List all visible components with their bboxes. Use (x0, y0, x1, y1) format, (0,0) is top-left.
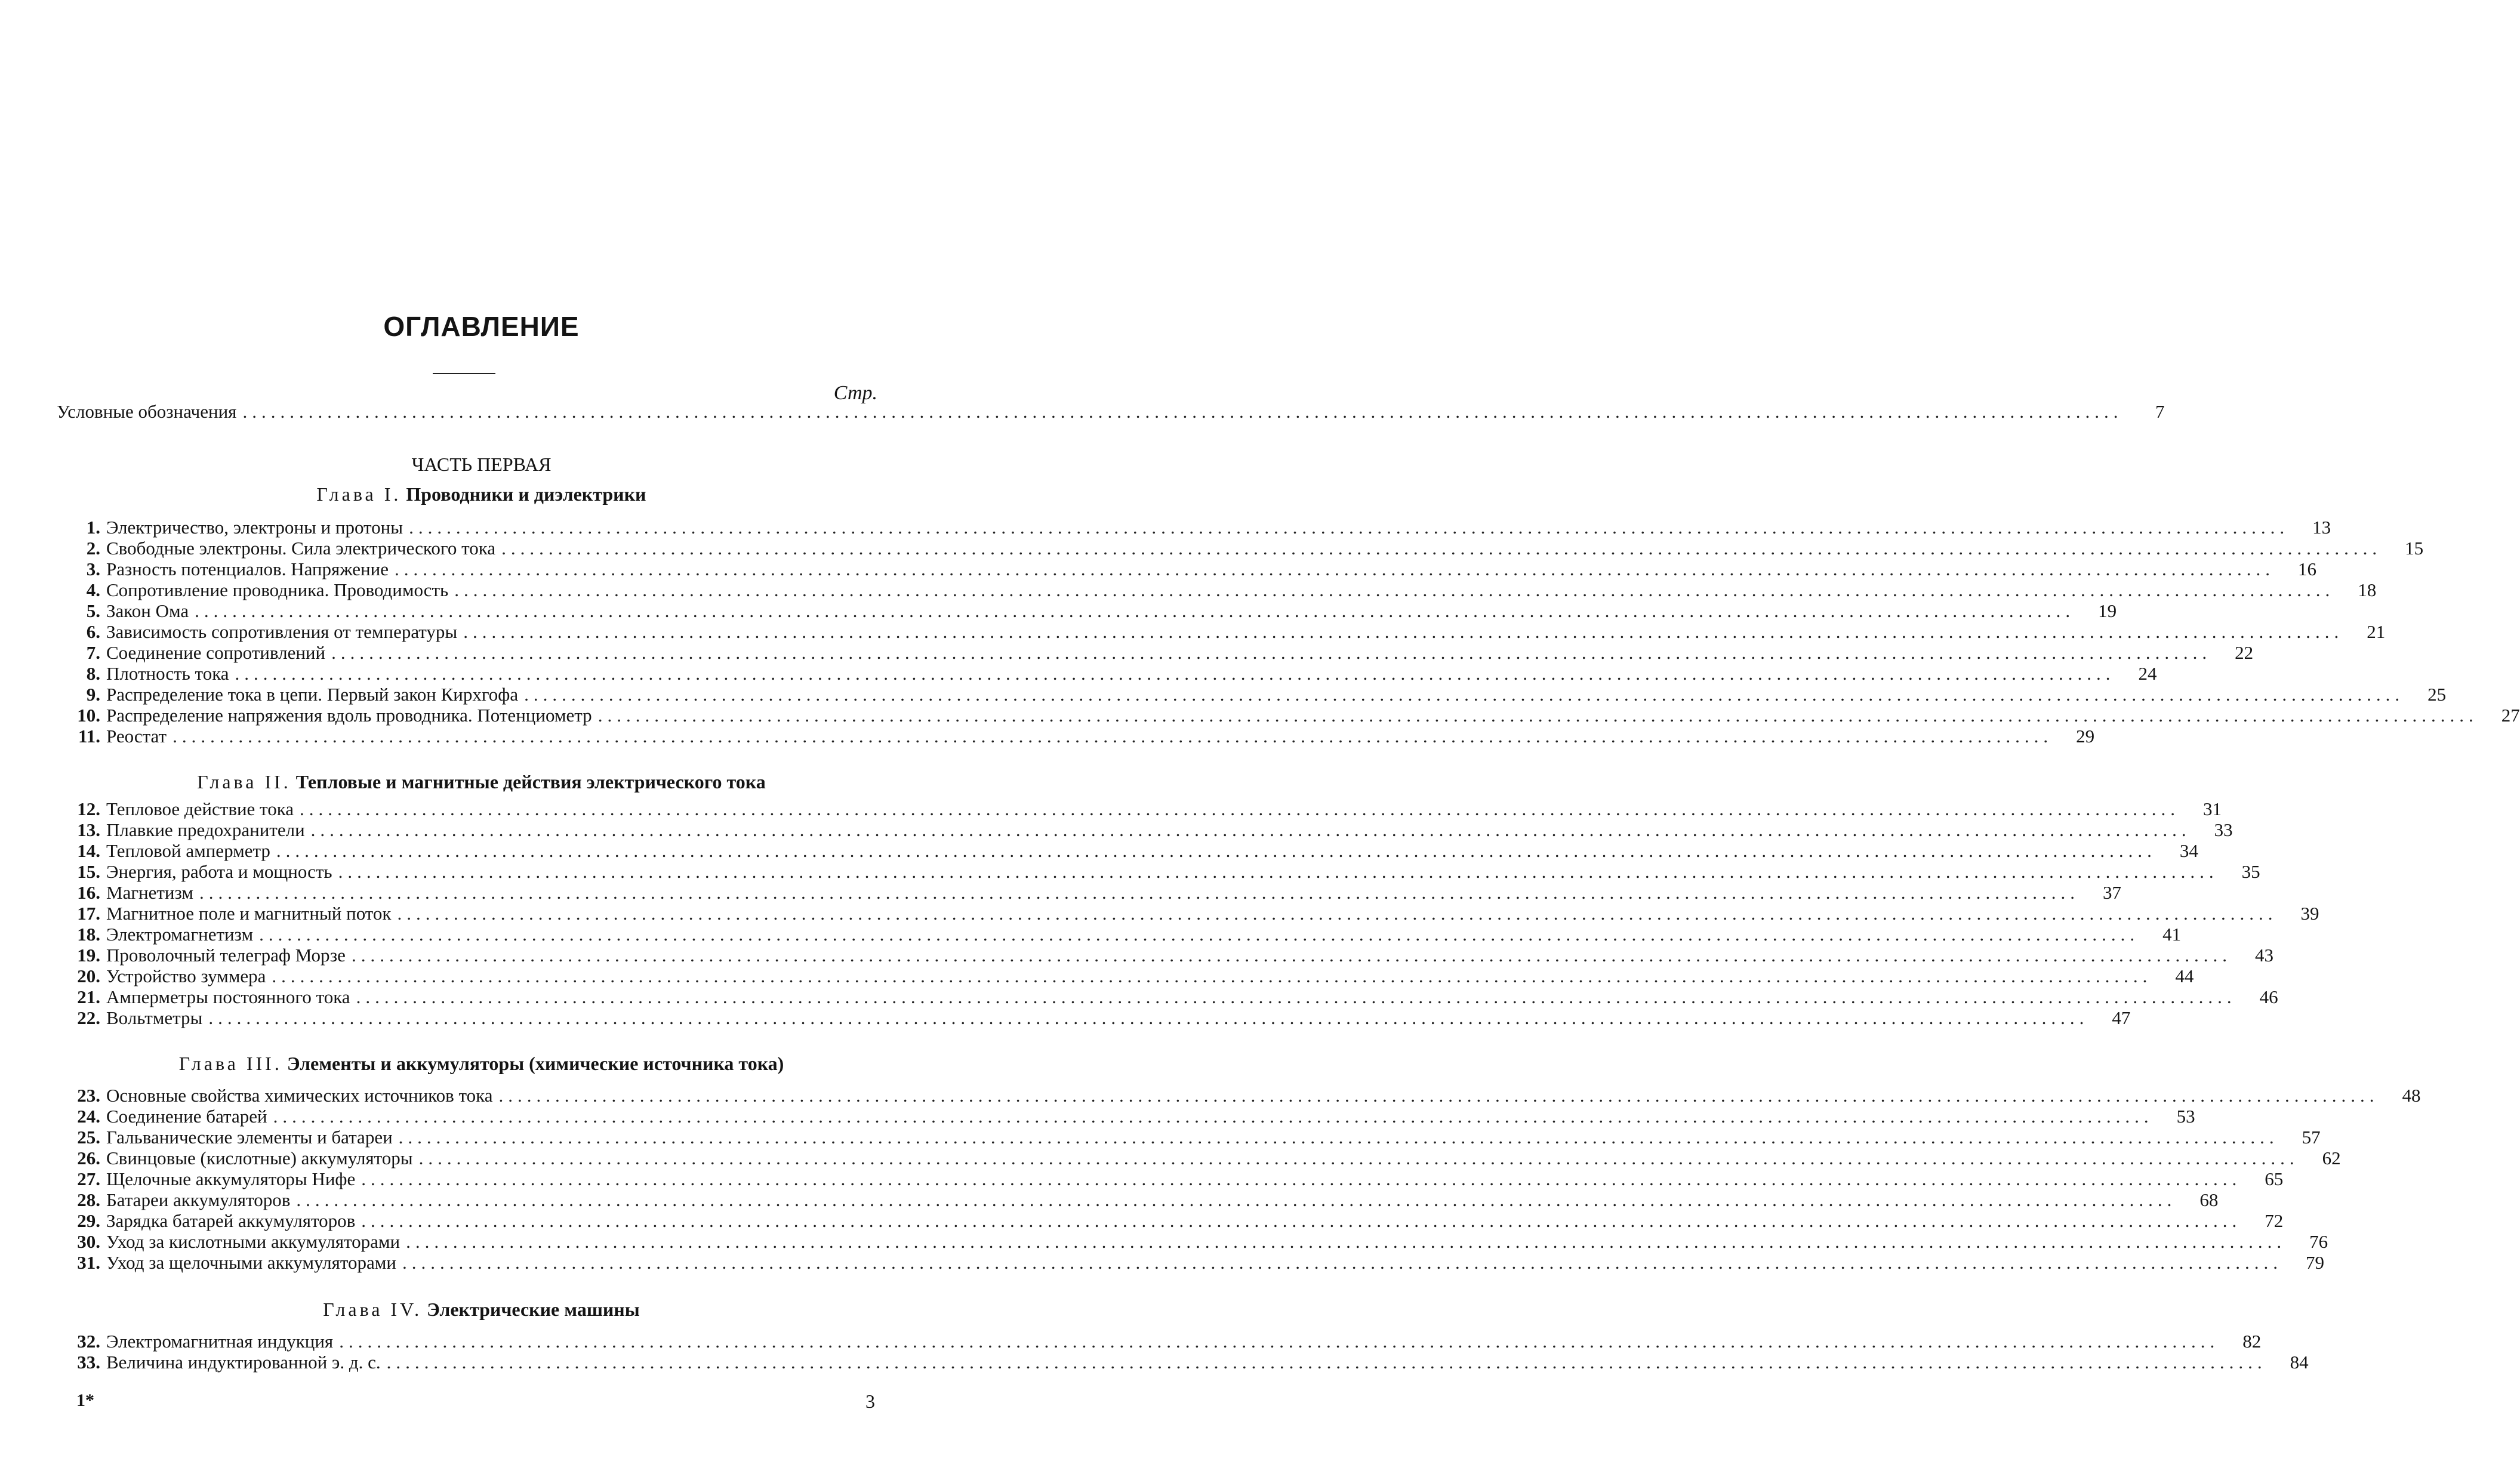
dot-leader: ........................................................................................................................................................................................................ (310, 819, 2191, 840)
toc-entry-text: Свинцовые (кислотные) аккумуляторы (106, 1148, 413, 1168)
page-number: 3 (865, 1390, 875, 1412)
toc-entry-page: 79 (2305, 1252, 2324, 1273)
toc-entry[interactable] (70, 903, 2319, 924)
toc-entry-number: 22. (77, 1007, 100, 1028)
toc-entry-text: Тепловой амперметр (106, 840, 270, 861)
toc-entry-page: 25 (2427, 684, 2447, 705)
dot-leader: ........................................................................................................................................................................................................ (296, 1189, 2177, 1210)
toc-entry-text: Батареи аккумуляторов (106, 1189, 291, 1210)
toc-entry-text: Распределение напряжения вдоль проводника. Потенциометр (106, 705, 592, 726)
toc-entry-text: Разность потенциалов. Напряжение (106, 559, 389, 579)
toc-entry-number: 18. (77, 924, 100, 945)
toc-entry-text: Соединение батарей (106, 1106, 267, 1127)
toc-entry-page: 47 (2112, 1007, 2131, 1028)
toc-entry-text: Реостат (106, 726, 167, 747)
toc-entry[interactable] (70, 1252, 2324, 1274)
chapter-lead: Глава III. (178, 1053, 282, 1074)
toc-entry-number: 14. (77, 840, 100, 861)
toc-entry-page: 35 (2241, 861, 2260, 882)
toc-entry-text: Зарядка батарей аккумуляторов (106, 1210, 356, 1231)
chapter-title: Электрические машины (427, 1299, 640, 1320)
toc-entry-number: 6. (86, 621, 100, 642)
toc-entry[interactable] (70, 642, 2254, 664)
toc-entry[interactable] (70, 621, 2386, 643)
toc-entry-page: 65 (2265, 1168, 2284, 1189)
toc-entry[interactable] (70, 861, 2260, 883)
toc-entry-number: 23. (77, 1085, 100, 1106)
toc-entry-page: 7 (2155, 401, 2165, 422)
toc-entry-preface[interactable] (57, 401, 2165, 423)
chapter-heading-2 (0, 770, 963, 794)
toc-entry-text: Условные обозначения (57, 401, 237, 422)
toc-entry-number: 33. (77, 1352, 100, 1373)
dot-leader: ........................................................................................................................................................................................................ (273, 1106, 2154, 1127)
toc-entry[interactable] (70, 517, 2331, 538)
toc-entry-page: 24 (2138, 663, 2157, 684)
toc-entry-page: 33 (2214, 819, 2233, 840)
chapter-title: Элементы и аккумуляторы (химические источника тока) (286, 1053, 784, 1074)
dot-leader: ........................................................................................................................................................................................................ (235, 663, 2115, 684)
toc-entry-number: 15. (77, 861, 100, 882)
toc-entry[interactable] (70, 684, 2447, 705)
dot-leader: ........................................................................................................................................................................................................ (242, 401, 2123, 422)
toc-entry-text: Щелочные аккумуляторы Нифе (106, 1168, 356, 1189)
toc-entry-text: Энергия, работа и мощность (106, 861, 332, 882)
toc-entry-text: Плотность тока (106, 663, 229, 684)
toc-entry-number: 20. (77, 966, 100, 986)
toc-entry-number: 9. (86, 684, 100, 705)
toc-entry[interactable] (70, 600, 2117, 622)
toc-entry-number: 32. (77, 1331, 100, 1352)
toc-entry-text: Проволочный телеграф Морзе (106, 945, 346, 966)
dot-leader: ........................................................................................................................................................................................................ (338, 861, 2219, 882)
toc-entry-page: 43 (2254, 945, 2273, 966)
toc-entry-text: Электромагнитная индукция (106, 1331, 334, 1352)
dot-leader: ........................................................................................................................................................................................................ (272, 966, 2152, 986)
chapter-title: Тепловые и магнитные действия электрического тока (295, 771, 766, 793)
toc-entry-page: 72 (2265, 1210, 2284, 1231)
toc-entry-number: 25. (77, 1127, 100, 1148)
toc-entry[interactable] (70, 798, 2222, 820)
toc-entry[interactable] (70, 1189, 2219, 1211)
dot-leader: ........................................................................................................................................................................................................ (356, 986, 2236, 1007)
toc-entry-text: Уход за кислотными аккумуляторами (106, 1231, 401, 1252)
toc-entry-number: 16. (77, 882, 100, 903)
toc-entry[interactable] (70, 663, 2157, 684)
toc-entry-number: 7. (86, 642, 100, 663)
toc-entry-text: Вольтметры (106, 1007, 203, 1028)
toc-entry-page: 19 (2098, 600, 2117, 621)
toc-entry-page: 18 (2358, 579, 2377, 600)
toc-entry-page: 15 (2405, 538, 2424, 559)
toc-entry-number: 13. (77, 819, 100, 840)
dot-leader: ........................................................................................................................................................................................................ (418, 1148, 2299, 1168)
toc-entry-text: Тепловое действие тока (106, 798, 294, 819)
toc-entry-number: 27. (77, 1168, 100, 1189)
dot-leader: ........................................................................................................................................................................................................ (402, 1252, 2282, 1273)
toc-entry-number: 1. (86, 517, 100, 538)
toc-entry-text: Соединение сопротивлений (106, 642, 326, 663)
toc-entry-text: Распределение тока в цепи. Первый закон Кирхгофа (106, 684, 519, 705)
part-title: ЧАСТЬ ПЕРВАЯ (411, 454, 552, 475)
dot-leader: ........................................................................................................................................................................................................ (172, 726, 2053, 747)
toc-entry-text: Закон Ома (106, 600, 189, 621)
toc-entry[interactable] (70, 705, 2520, 726)
toc-entry-page: 37 (2102, 882, 2121, 903)
dot-leader: ........................................................................................................................................................................................................ (361, 1210, 2242, 1231)
toc-entry-number: 10. (77, 705, 100, 726)
toc-entry-text: Зависимость сопротивления от температуры (106, 621, 458, 642)
chapter-lead: Глава II. (197, 771, 291, 793)
toc-entry[interactable] (70, 1331, 2262, 1352)
dot-leader: ........................................................................................................................................................................................................ (498, 1085, 2379, 1106)
toc-entry-number: 21. (77, 986, 100, 1007)
toc-entry-number: 3. (86, 559, 100, 579)
toc-entry[interactable] (70, 1106, 2195, 1127)
dot-leader: ........................................................................................................................................................................................................ (501, 538, 2382, 559)
toc-entry-text: Свободные электроны. Сила электрического тока (106, 538, 496, 559)
toc-entry-number: 19. (77, 945, 100, 966)
toc-entry-number: 11. (78, 726, 100, 747)
toc-entry-text: Уход за щелочными аккумуляторами (106, 1252, 396, 1273)
toc-entry[interactable] (70, 966, 2194, 987)
dot-leader: ........................................................................................................................................................................................................ (351, 945, 2232, 966)
dot-leader: ........................................................................................................................................................................................................ (361, 1168, 2242, 1189)
dot-leader: ........................................................................................................................................................................................................ (463, 621, 2344, 642)
toc-entry[interactable] (70, 1210, 2284, 1232)
toc-entry-number: 26. (77, 1148, 100, 1168)
toc-entry[interactable] (70, 1231, 2328, 1253)
dot-leader: ........................................................................................................................................................................................................ (454, 579, 2335, 600)
dot-leader: ........................................................................................................................................................................................................ (386, 1352, 2267, 1373)
chapter-lead: Глава IV. (323, 1299, 423, 1320)
toc-entry[interactable] (70, 882, 2121, 904)
toc-entry-page: 13 (2312, 517, 2331, 538)
toc-entry-page: 68 (2199, 1189, 2219, 1210)
toc-entry-text: Устройство зуммера (106, 966, 266, 986)
toc-entry-page: 62 (2322, 1148, 2341, 1168)
toc-entry[interactable] (70, 945, 2273, 966)
dot-leader: ........................................................................................................................................................................................................ (398, 1127, 2279, 1148)
toc-entry-number: 24. (77, 1106, 100, 1127)
dot-leader: ........................................................................................................................................................................................................ (397, 903, 2278, 924)
toc-entry-page: 39 (2300, 903, 2319, 924)
toc-entry-text: Электромагнетизм (106, 924, 254, 945)
toc-entry[interactable] (70, 1168, 2284, 1190)
toc-entry[interactable] (70, 1007, 2131, 1029)
dot-leader: ........................................................................................................................................................................................................ (208, 1007, 2089, 1028)
toc-entry[interactable] (70, 579, 2377, 601)
toc-entry-number: 31. (77, 1252, 100, 1273)
dot-leader: ........................................................................................................................................................................................................ (409, 517, 2290, 538)
printer-signature: 1* (76, 1390, 94, 1410)
toc-entry[interactable] (70, 1127, 2321, 1148)
dot-leader: ........................................................................................................................................................................................................ (339, 1331, 2220, 1352)
dot-leader: ........................................................................................................................................................................................................ (406, 1231, 2287, 1252)
dot-leader: ........................................................................................................................................................................................................ (395, 559, 2275, 579)
title-divider (433, 373, 495, 374)
chapter-title: Проводники и диэлектрики (406, 483, 646, 505)
toc-entry-page: 16 (2298, 559, 2316, 579)
toc-entry-text: Электричество, электроны и протоны (106, 517, 403, 538)
toc-entry-page: 41 (2162, 924, 2182, 945)
toc-entry[interactable] (70, 986, 2278, 1008)
toc-entry-page: 76 (2309, 1231, 2328, 1252)
toc-entry-text: Сопротивление проводника. Проводимость (106, 579, 449, 600)
toc-entry[interactable] (70, 840, 2198, 862)
toc-entry-text: Плавкие предохранители (106, 819, 305, 840)
dot-leader: ........................................................................................................................................................................................................ (199, 882, 2080, 903)
toc-entry-text: Величина индуктированной э. д. с. (106, 1352, 381, 1373)
toc-entry[interactable] (70, 559, 2316, 580)
toc-entry-text: Гальванические элементы и батареи (106, 1127, 393, 1148)
page-title: ОГЛАВЛЕНИЕ (383, 311, 580, 342)
toc-entry-page: 44 (2175, 966, 2194, 986)
toc-entry-page: 34 (2179, 840, 2198, 861)
dot-leader: ........................................................................................................................................................................................................ (300, 798, 2180, 819)
toc-entry-number: 12. (77, 798, 100, 819)
toc-entry[interactable] (70, 1352, 2309, 1373)
toc-entry-page: 48 (2402, 1085, 2421, 1106)
chapter-heading-1 (0, 482, 963, 506)
toc-entry-page: 82 (2242, 1331, 2262, 1352)
toc-entry-number: 2. (86, 538, 100, 559)
toc-entry-page: 27 (2501, 705, 2520, 726)
chapter-heading-3 (0, 1052, 963, 1075)
toc-entry[interactable] (70, 726, 2095, 747)
dot-leader: ........................................................................................................................................................................................................ (524, 684, 2405, 705)
toc-entry-page: 29 (2076, 726, 2095, 747)
toc-entry[interactable] (70, 924, 2182, 945)
dot-leader: ........................................................................................................................................................................................................ (195, 600, 2075, 621)
chapter-heading-4 (0, 1297, 963, 1321)
toc-entry[interactable] (70, 819, 2233, 841)
toc-entry[interactable] (70, 1148, 2341, 1169)
toc-entry-page: 21 (2367, 621, 2386, 642)
toc-entry-number: 8. (86, 663, 100, 684)
toc-entry-page: 31 (2203, 798, 2222, 819)
dot-leader: ........................................................................................................................................................................................................ (331, 642, 2212, 663)
page-column-label: Стр. (833, 382, 877, 404)
toc-entry[interactable] (70, 1085, 2421, 1106)
toc-entry-text: Магнитное поле и магнитный поток (106, 903, 392, 924)
dot-leader: ........................................................................................................................................................................................................ (276, 840, 2157, 861)
toc-entry[interactable] (70, 538, 2424, 559)
toc-entry-text: Основные свойства химических источников тока (106, 1085, 493, 1106)
toc-entry-number: 30. (77, 1231, 100, 1252)
toc-entry-number: 17. (77, 903, 100, 924)
dot-leader: ........................................................................................................................................................................................................ (597, 705, 2478, 726)
toc-entry-page: 46 (2259, 986, 2278, 1007)
toc-entry-number: 4. (86, 579, 100, 600)
toc-entry-text: Амперметры постоянного тока (106, 986, 350, 1007)
toc-entry-number: 5. (86, 600, 100, 621)
toc-entry-page: 53 (2176, 1106, 2195, 1127)
toc-entry-page: 22 (2235, 642, 2254, 663)
toc-entry-page: 57 (2302, 1127, 2321, 1148)
dot-leader: ........................................................................................................................................................................................................ (259, 924, 2140, 945)
toc-entry-text: Магнетизм (106, 882, 193, 903)
toc-entry-page: 84 (2290, 1352, 2309, 1373)
toc-entry-number: 28. (77, 1189, 100, 1210)
toc-entry-number: 29. (77, 1210, 100, 1231)
chapter-lead: Глава I. (316, 483, 402, 505)
